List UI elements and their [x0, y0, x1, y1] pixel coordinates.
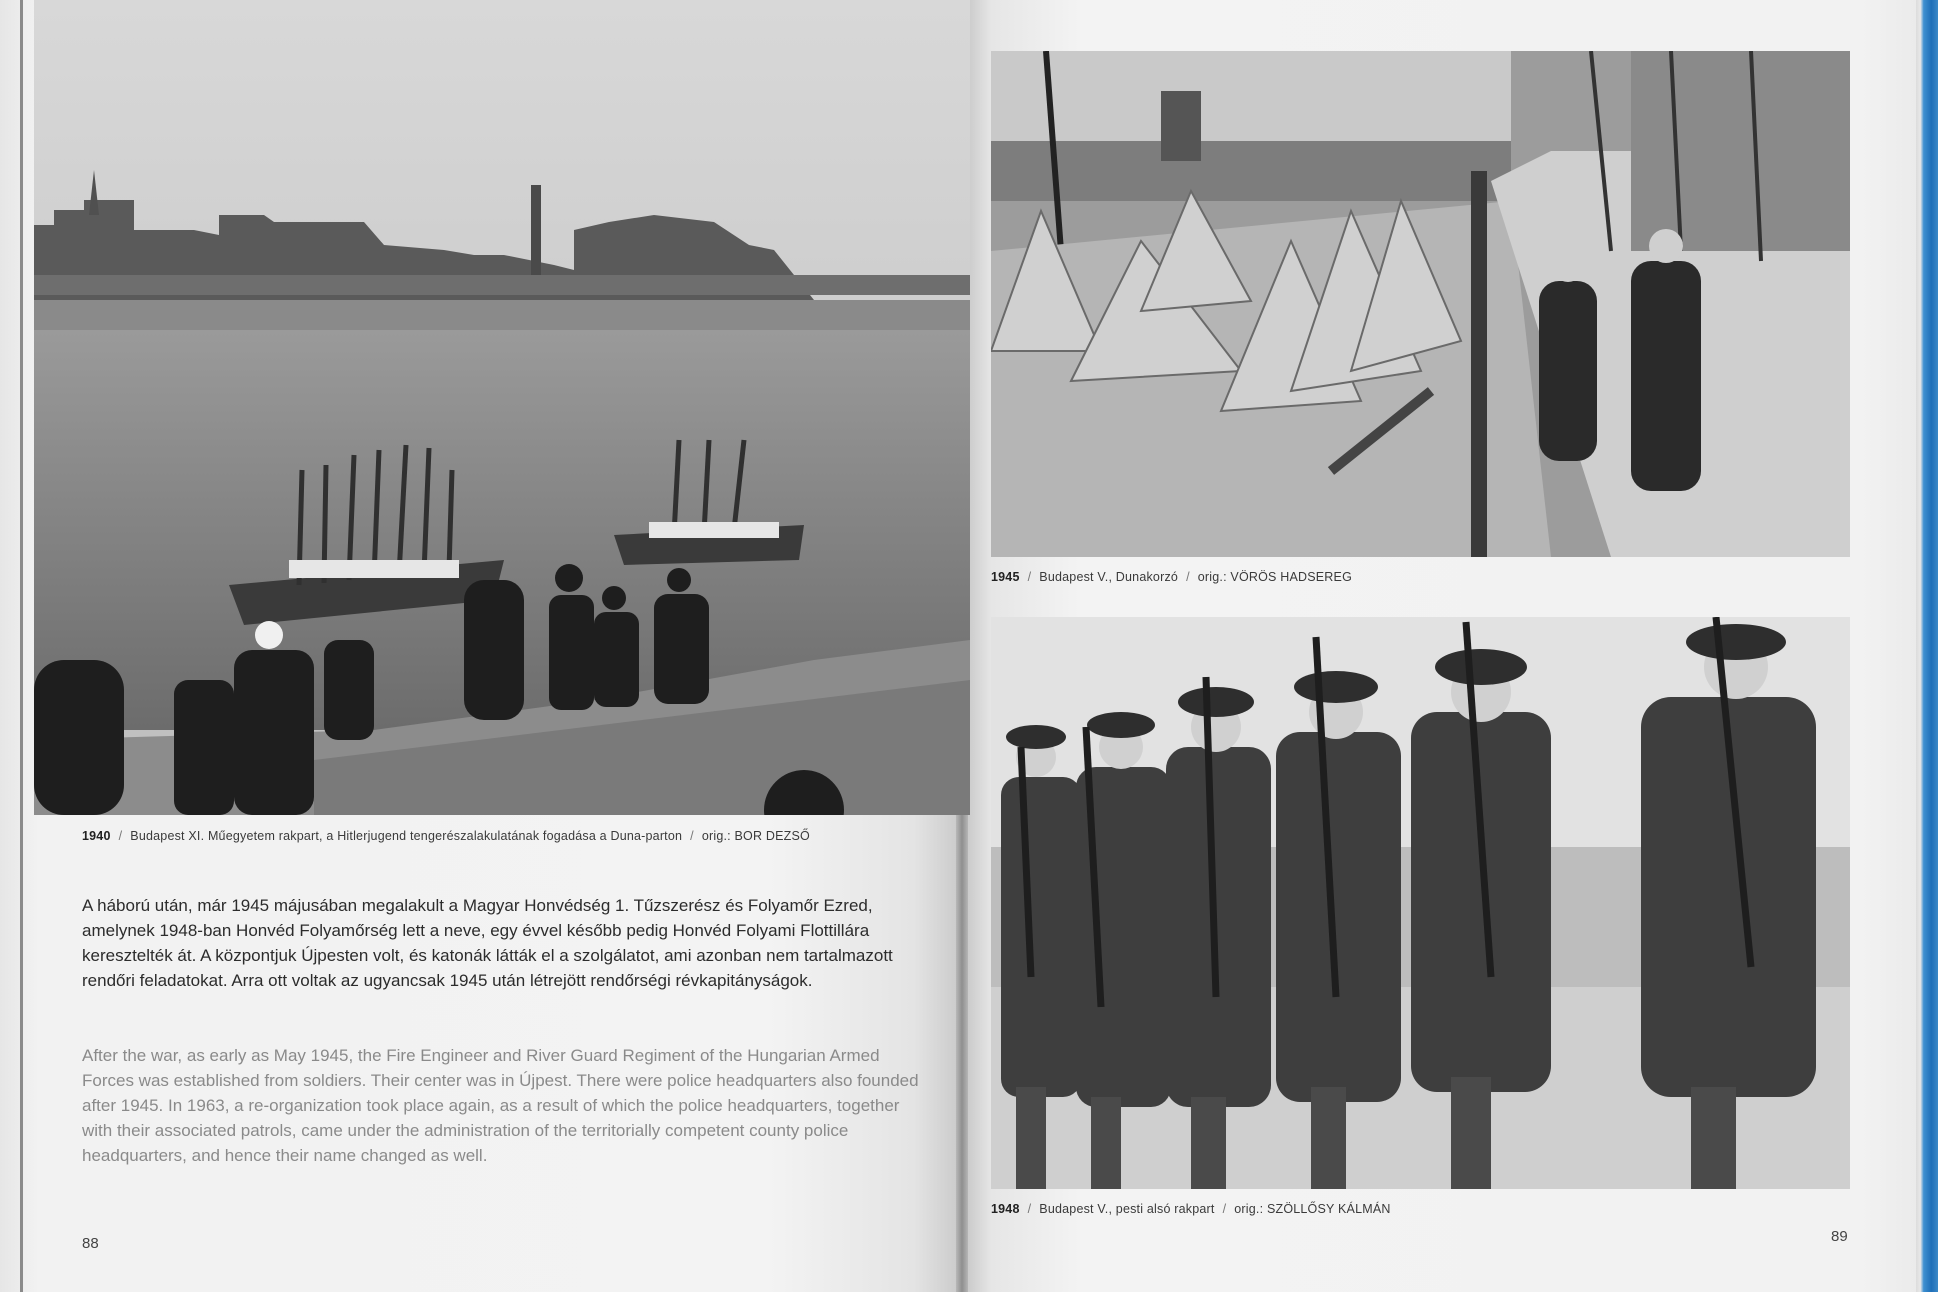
caption-text: Budapest V., pesti alsó rakpart — [1039, 1202, 1215, 1216]
page-number-left: 88 — [82, 1235, 99, 1252]
caption-separator: / — [118, 829, 123, 843]
caption-year: 1948 — [991, 1202, 1020, 1216]
photo-1948-image — [991, 617, 1850, 1189]
book-cover-edge — [1916, 0, 1938, 1292]
paragraph-english: After the war, as early as May 1945, the Fire Engineer and River Guard Regiment of the Hungarian Armed Forces was established from soldiers. Their center was in Újpest. There were police headquarters also founded after 1945. In 1963, a re-organization took place again, as a result of which the police headquarters, together with their associated patrols, came under the administration of the territorially competent county police headquarters, and hence their name changed as well. — [82, 1046, 919, 1165]
photo-1945-image — [991, 51, 1850, 557]
caption-separator: / — [690, 829, 694, 843]
page-edge — [20, 0, 23, 1292]
caption-1945 — [991, 570, 1352, 584]
caption-text: Budapest V., Dunakorzó — [1039, 570, 1179, 584]
caption-separator: / — [1186, 570, 1190, 584]
caption-credit: orig.: VÖRÖS HADSEREG — [1197, 570, 1352, 584]
photo-1940-image — [34, 0, 970, 815]
caption-text: Budapest XI. Műegyetem rakpart, a Hitlerjugend tengerészalakulatának fogadása a Duna-parton — [130, 829, 683, 843]
caption-year: 1945 — [991, 570, 1020, 584]
caption-separator: / — [1027, 570, 1032, 584]
caption-credit: orig.: SZÖLLŐSY KÁLMÁN — [1234, 1202, 1391, 1216]
page-number-right: 89 — [1831, 1228, 1848, 1245]
photo-1945-dunakorzo — [991, 51, 1850, 557]
photo-1940-danube — [34, 0, 970, 815]
paragraph-hungarian: A háború után, már 1945 májusában megalakult a Magyar Honvédség 1. Tűzszerész és Folyamőr Ezred, amelynek 1948-ban Honvéd Folyamőrség lett a neve, egy évvel később pedig Honvéd Folyami Flottillára keresztelték át. A központjuk Újpesten volt, és katonák látták el a szolgálatot, ami azonban nem tartalmazott rendőri feladatokat. Arra ott voltak az ugyancsak 1945 után létrejött rendőrségi révkapitányságok. — [82, 896, 893, 990]
caption-1948 — [991, 1202, 1391, 1216]
caption-year: 1940 — [82, 829, 111, 843]
caption-credit: orig.: BOR DEZSŐ — [701, 829, 810, 843]
caption-1940 — [82, 829, 810, 843]
photo-1948-policewomen — [991, 617, 1850, 1189]
caption-separator: / — [1222, 1202, 1227, 1216]
caption-separator: / — [1027, 1202, 1032, 1216]
